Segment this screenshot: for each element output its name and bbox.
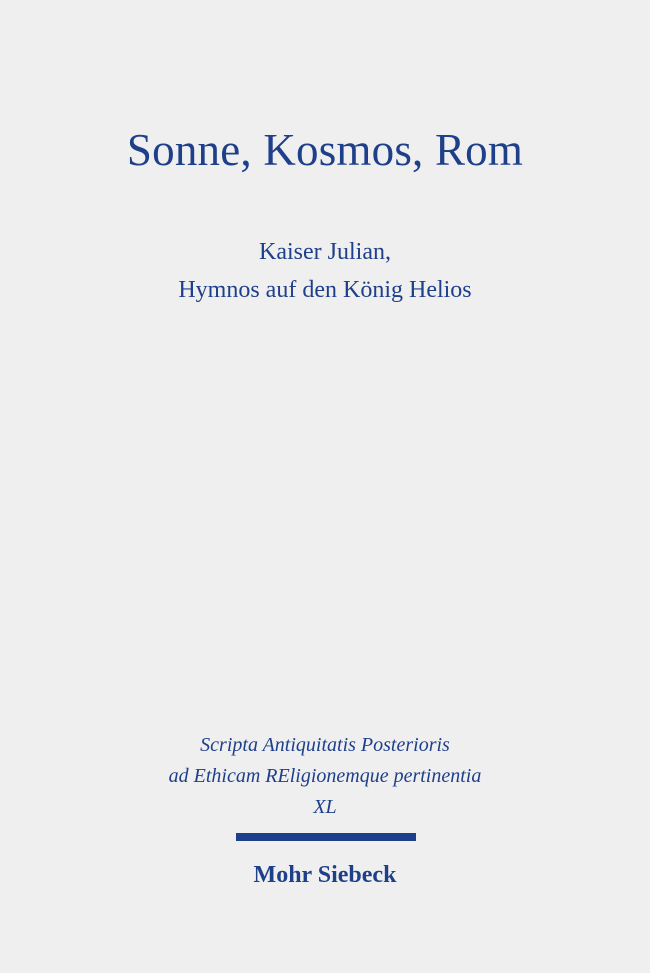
series-line: ad Ethicam REligionemque pertinentia — [168, 765, 482, 787]
book-title: Sonne, Kosmos, Rom — [126, 125, 524, 175]
book-subtitle — [0, 233, 650, 309]
series-line: Scripta Antiquitatis Posterioris — [200, 734, 450, 756]
series-title — [0, 730, 650, 823]
series-volume-number: XL — [313, 796, 337, 818]
subtitle-line: Hymnos auf den König Helios — [178, 277, 472, 303]
publisher-name: Mohr Siebeck — [253, 862, 397, 888]
subtitle-line: Kaiser Julian, — [259, 239, 391, 265]
publisher-rule — [236, 833, 416, 841]
